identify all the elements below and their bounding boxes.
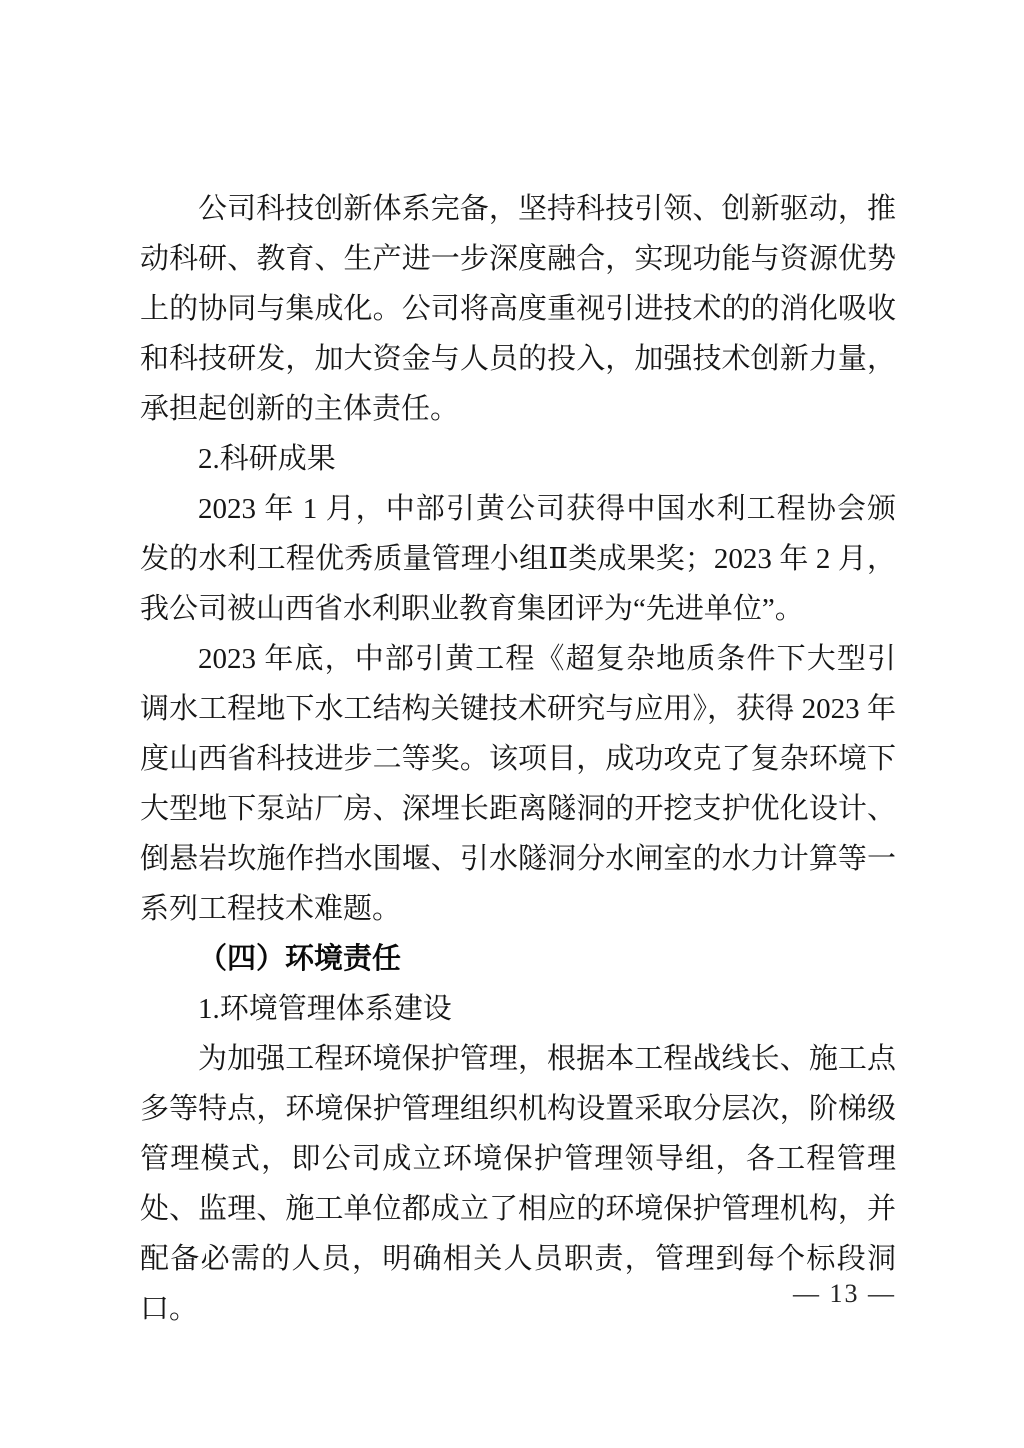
- page-number: — 13 —: [793, 1279, 896, 1308]
- subheading-research-achievements: 2.科研成果: [198, 443, 336, 475]
- document-body: [140, 184, 896, 1334]
- paragraph-science-progress-award: 2023 年底，中部引黄工程《超复杂地质条件下大型引调水工程地下水工结构关键技术研究与应用》，获得 2023 年度山西省科技进步二等奖。该项目，成功攻克了复杂环境下大型地下泵站厂房、深埋长距离隧洞的开挖支护优化设计、倒悬岩坎施作挡水围堰、引水隧洞分水闸室的水力计算等一系列工程技术难题。: [140, 643, 896, 925]
- subheading-environment-management-system: 1.环境管理体系建设: [198, 993, 452, 1025]
- heading-environmental-responsibility: （四）环境责任: [198, 943, 402, 975]
- paragraph-environment-management: 为加强工程环境保护管理，根据本工程战线长、施工点多等特点，环境保护管理组织机构设置采取分层次，阶梯级管理模式，即公司成立环境保护管理领导组，各工程管理处、监理、施工单位都成立了相应的环境保护管理机构，并配备必需的人员，明确相关人员职责，管理到每个标段洞口。: [140, 1043, 896, 1325]
- paragraph-tech-innovation: 公司科技创新体系完备，坚持科技引领、创新驱动，推动科研、教育、生产进一步深度融合，实现功能与资源优势上的协同与集成化。公司将高度重视引进技术的的消化吸收和科技研发，加大资金与人员的投入，加强技术创新力量，承担起创新的主体责任。: [140, 193, 896, 425]
- paragraph-awards-2023: 2023 年 1 月，中部引黄公司获得中国水利工程协会颁发的水利工程优秀质量管理小组Ⅱ类成果奖；2023 年 2 月，我公司被山西省水利职业教育集团评为“先进单位”。: [140, 493, 896, 625]
